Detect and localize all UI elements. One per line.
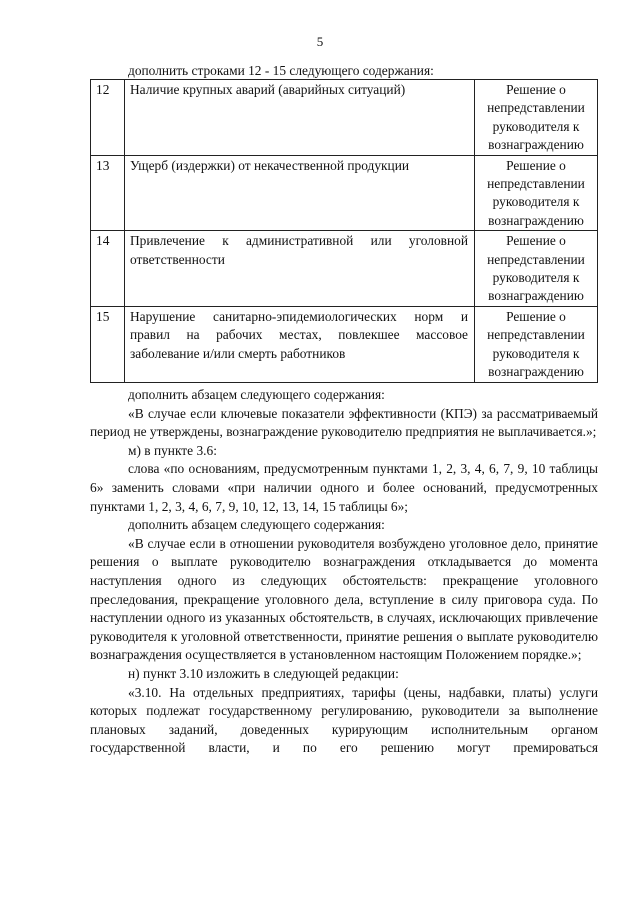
criterion-cell: Привлечение к административной или уголовной ответственности xyxy=(125,231,475,307)
paragraph: «В случае если в отношении руководителя возбуждено уголовное дело, принятие решения о выплате руководителю вознаграждения откладывается до момента наступления одного из следующих обстоятельств: прекращение уголовного преследования, прекращение уголовного дела, вступление в силу приговора суда. По наступлении одного из указанных обстоятельств, в случаях, исключающих привлечение руководителя к уголовной ответственности, принятие решения о выплате руководителю вознаграждения осуществляется в установленном настоящим Положением порядке.»; xyxy=(90,535,598,663)
criteria-table xyxy=(90,79,598,383)
paragraph: н) пункт 3.10 изложить в следующей редакции: xyxy=(128,665,399,681)
criterion-cell: Нарушение санитарно-эпидемиологических норм и правил на рабочих местах, повлекшее массовое заболевание и/или смерть работников xyxy=(125,306,475,382)
criterion-cell: Наличие крупных аварий (аварийных ситуаций) xyxy=(125,80,475,156)
paragraph: дополнить абзацем следующего содержания: xyxy=(128,517,385,533)
table-row xyxy=(91,231,598,307)
result-cell: Решение о непредставлении руководителя к вознаграждению xyxy=(475,306,598,382)
criterion-cell: Ущерб (издержки) от некачественной продукции xyxy=(125,155,475,231)
row-number-cell: 12 xyxy=(91,80,125,156)
result-cell: Решение о непредставлении руководителя к вознаграждению xyxy=(475,231,598,307)
row-number-cell: 14 xyxy=(91,231,125,307)
result-cell: Решение о непредставлении руководителя к вознаграждению xyxy=(475,155,598,231)
table-row xyxy=(91,80,598,156)
table-intro-text: дополнить строками 12 - 15 следующего содержания: xyxy=(128,63,434,78)
row-number-cell: 15 xyxy=(91,306,125,382)
row-number-cell: 13 xyxy=(91,155,125,231)
paragraph: слова «по основаниям, предусмотренным пунктами 1, 2, 3, 4, 6, 7, 9, 10 таблицы 6» заменить словами «при наличии одного и более оснований, предусмотренных пунктами 1, 2, 3, 4, 6, 7, 9, 10, 12, 13, 14, 15 таблицы 6»; xyxy=(90,461,598,514)
paragraph: м) в пункте 3.6: xyxy=(128,442,217,458)
paragraph: «В случае если ключевые показатели эффективности (КПЭ) за рассматриваемый период не утверждены, вознаграждение руководителю предприятия не выплачивается.»; xyxy=(90,405,598,440)
result-cell: Решение о непредставлении руководителя к вознаграждению xyxy=(475,80,598,156)
table-row xyxy=(91,306,598,382)
body-text xyxy=(90,386,598,758)
table-row xyxy=(91,155,598,231)
paragraph: дополнить абзацем следующего содержания: xyxy=(128,387,385,402)
page-number: 5 xyxy=(316,34,324,49)
paragraph: «3.10. На отдельных предприятиях, тарифы (цены, надбавки, платы) услуги которых подлежат государственному регулированию, руководители за выполнение плановых заданий, доведенных курирующим исполнительным органом государственной власти, и по его решению могут премироваться xyxy=(90,684,598,756)
